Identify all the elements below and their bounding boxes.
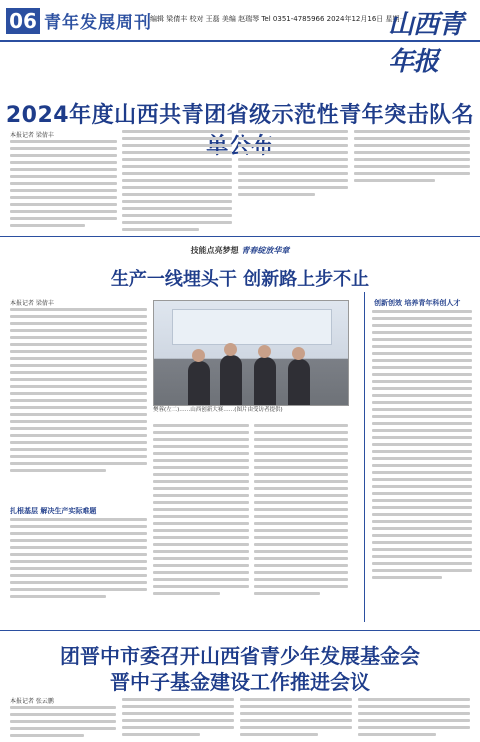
article-2-col-2 [153,424,249,599]
photo-backdrop-banner [172,309,332,345]
article-1-col-1 [10,140,117,231]
article-3-col-3 [240,698,352,740]
article-2-subhead: 扎根基层 解决生产实际难题 [10,507,97,515]
photo-caption: 樊蓉(左二)……山西创新大赛……(图片由受访者提供) [153,407,283,413]
photo-person [288,359,310,405]
article-2-sidebar-text [372,310,472,583]
page-header [0,0,480,77]
article-3-title-line-1: 团晋中市委召开山西省青少年发展基金会 [60,644,420,668]
article-1-col-3 [238,130,348,200]
article-1-col-2 [122,130,232,235]
article-2-col-1b [10,518,147,602]
article-3-col-1 [10,706,116,741]
article-3-col-4 [358,698,470,740]
section-divider-1 [0,236,480,237]
article-1-col-4 [354,130,470,186]
article-2-byline: 本报记者 梁倩丰 [10,300,54,307]
article-1-title: 2024年度山西共青团省级示范性青年突击队名 [5,103,475,128]
kicker-prefix: 技能点亮梦想 [190,246,239,255]
article-2-col-1 [10,308,147,476]
editorial-meta: 编辑 梁倩丰 校对 王磊 美编 赵瑞琴 Tel 0351-4785966 2024年12月16日 星期一 [150,15,407,23]
page-number: 06 [6,8,40,34]
article-2-col-3 [254,424,348,599]
section-title: 青年发展周刊 [44,13,152,33]
article-2-title: 生产一线埋头干 创新路上步不止 [110,269,370,290]
kicker-tag: 青春绽放华章 [241,246,290,255]
article-2-sidebar-heading: 创新创效 培养青年科创人才 [374,299,461,307]
article-1-byline: 本报记者 梁倩丰 [10,132,54,139]
article-3-byline: 本报记者 张云鹏 [10,698,54,705]
article-2-photo [153,300,349,406]
section-divider-2 [0,630,480,631]
sidebar-divider [364,292,365,622]
article-3-title-line-2: 晋中子基金建设工作推进会议 [110,670,370,694]
article-3-col-2 [122,698,234,740]
photo-person [220,355,242,405]
masthead-logo: 山西青年报 [388,10,464,77]
article-2-kicker [0,245,480,256]
photo-person [254,357,276,405]
header-rule [0,40,480,42]
photo-person [188,361,210,405]
